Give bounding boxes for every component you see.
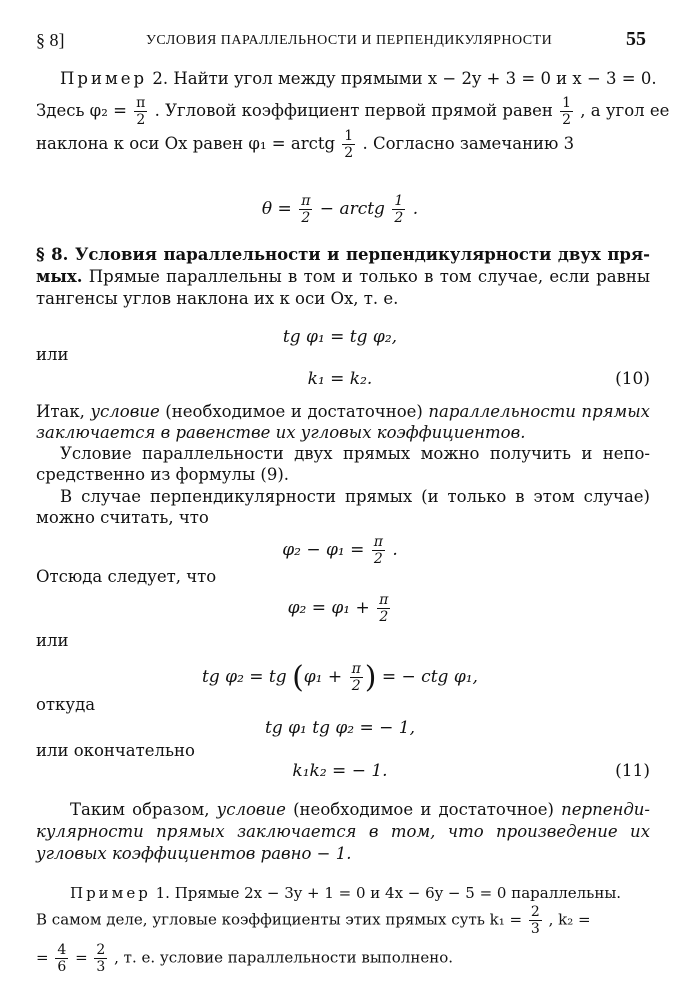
- parallel-conclusion-1: Итак, условие (необходимое и достаточное) параллельности прямых: [36, 402, 650, 421]
- example1-line1: Пример 1. Прямые 2x − 3y + 1 = 0 и 4x − 6y − 5 = 0 параллельны.: [70, 884, 622, 902]
- running-header: [36, 28, 650, 56]
- parallel-note-2: средственно из формулы (9).: [36, 465, 289, 484]
- example2-line3: наклона к оси Ox равен φ₁ = arctg $\frac{1}{2}$ . Согласно замечанию 3: [36, 128, 575, 161]
- text-or-2: или: [36, 631, 69, 650]
- formula-phi-diff: φ₂ − φ₁ = $\frac{\pi}{2}$ .: [282, 534, 398, 567]
- example1-line3: = $\frac{4}{6}$ = $\frac{2}{3}$ , т. е. условие параллельности выполнено.: [36, 942, 454, 975]
- formula-phi-sum: φ₂ = φ₁ + $\frac{\pi}{2}$: [287, 592, 389, 625]
- formula-tg-equal: tg φ₁ = tg φ₂,: [282, 327, 398, 347]
- page-number: 55: [626, 28, 646, 50]
- formula-tg-product: tg φ₁ tg φ₂ = − 1,: [265, 718, 415, 738]
- equation-number-10: (10): [615, 369, 650, 389]
- perp-conclusion-1: Таким образом, условие (необходимое и достаточное) перпенди-: [70, 800, 650, 819]
- fraction-1-over-2: $\frac{1}{2}$: [562, 95, 572, 128]
- equation-number-11: (11): [615, 761, 650, 781]
- example2-line1: Пример 2. Найти угол между прямыми x − 2y + 3 = 0 и x − 3 = 0.: [60, 69, 657, 88]
- formula-tg-ctg: tg φ₂ = tg (φ₁ + $\frac{\pi}{2}$ ) = − ctg φ₁,: [202, 660, 478, 695]
- perp-intro-2: можно считать, что: [36, 508, 209, 527]
- perp-conclusion-3: угловых коэффициентов равно − 1.: [36, 844, 352, 863]
- fraction-1-over-2: $\frac{1}{2}$: [344, 128, 354, 161]
- section-line2: мых. Прямые параллельны в том и только в том случае, если равны: [36, 267, 650, 286]
- section-line3: тангенсы углов наклона их к оси Ox, т. е.: [36, 289, 399, 308]
- fraction-pi-over-2: $\frac{\pi}{2}$: [136, 95, 146, 128]
- header-section: § 8]: [36, 30, 65, 50]
- text-whence: откуда: [36, 695, 96, 714]
- perp-intro-1: В случае перпендикулярности прямых (и только в этом случае): [60, 487, 650, 506]
- formula-theta: θ = $\frac{\pi}{2}$ − arctg $\frac{1}{2}$ .: [261, 193, 419, 226]
- example2-line2: Здесь φ₂ = $\frac{\pi}{2}$ . Угловой коэффициент первой прямой равен $\frac{1}{2}$ , а угол ее: [36, 95, 670, 128]
- example1-line2: В самом деле, угловые коэффициенты этих прямых суть k₁ = $\frac{2}{3}$ , k₂ =: [36, 904, 591, 937]
- example2-label: Пример: [60, 69, 148, 88]
- section-heading: § 8. Условия параллельности и перпендикулярности двух пря-: [36, 245, 650, 264]
- header-title: УСЛОВИЯ ПАРАЛЛЕЛЬНОСТИ И ПЕРПЕНДИКУЛЯРНОСТИ: [146, 33, 553, 48]
- text-or: или: [36, 345, 69, 364]
- formula-k-product: k₁k₂ = − 1.: [292, 761, 388, 781]
- text-hence: Отсюда следует, что: [36, 567, 217, 586]
- formula-k-equal: k₁ = k₂.: [307, 369, 373, 389]
- text-finally: или окончательно: [36, 741, 195, 760]
- parallel-note-1: Условие параллельности двух прямых можно получить и непо-: [60, 444, 650, 463]
- example1-label: Пример: [70, 884, 151, 902]
- perp-conclusion-2: кулярности прямых заключается в том, что произведение их: [36, 822, 650, 841]
- parallel-conclusion-2: заключается в равенстве их угловых коэффициентов.: [36, 423, 526, 442]
